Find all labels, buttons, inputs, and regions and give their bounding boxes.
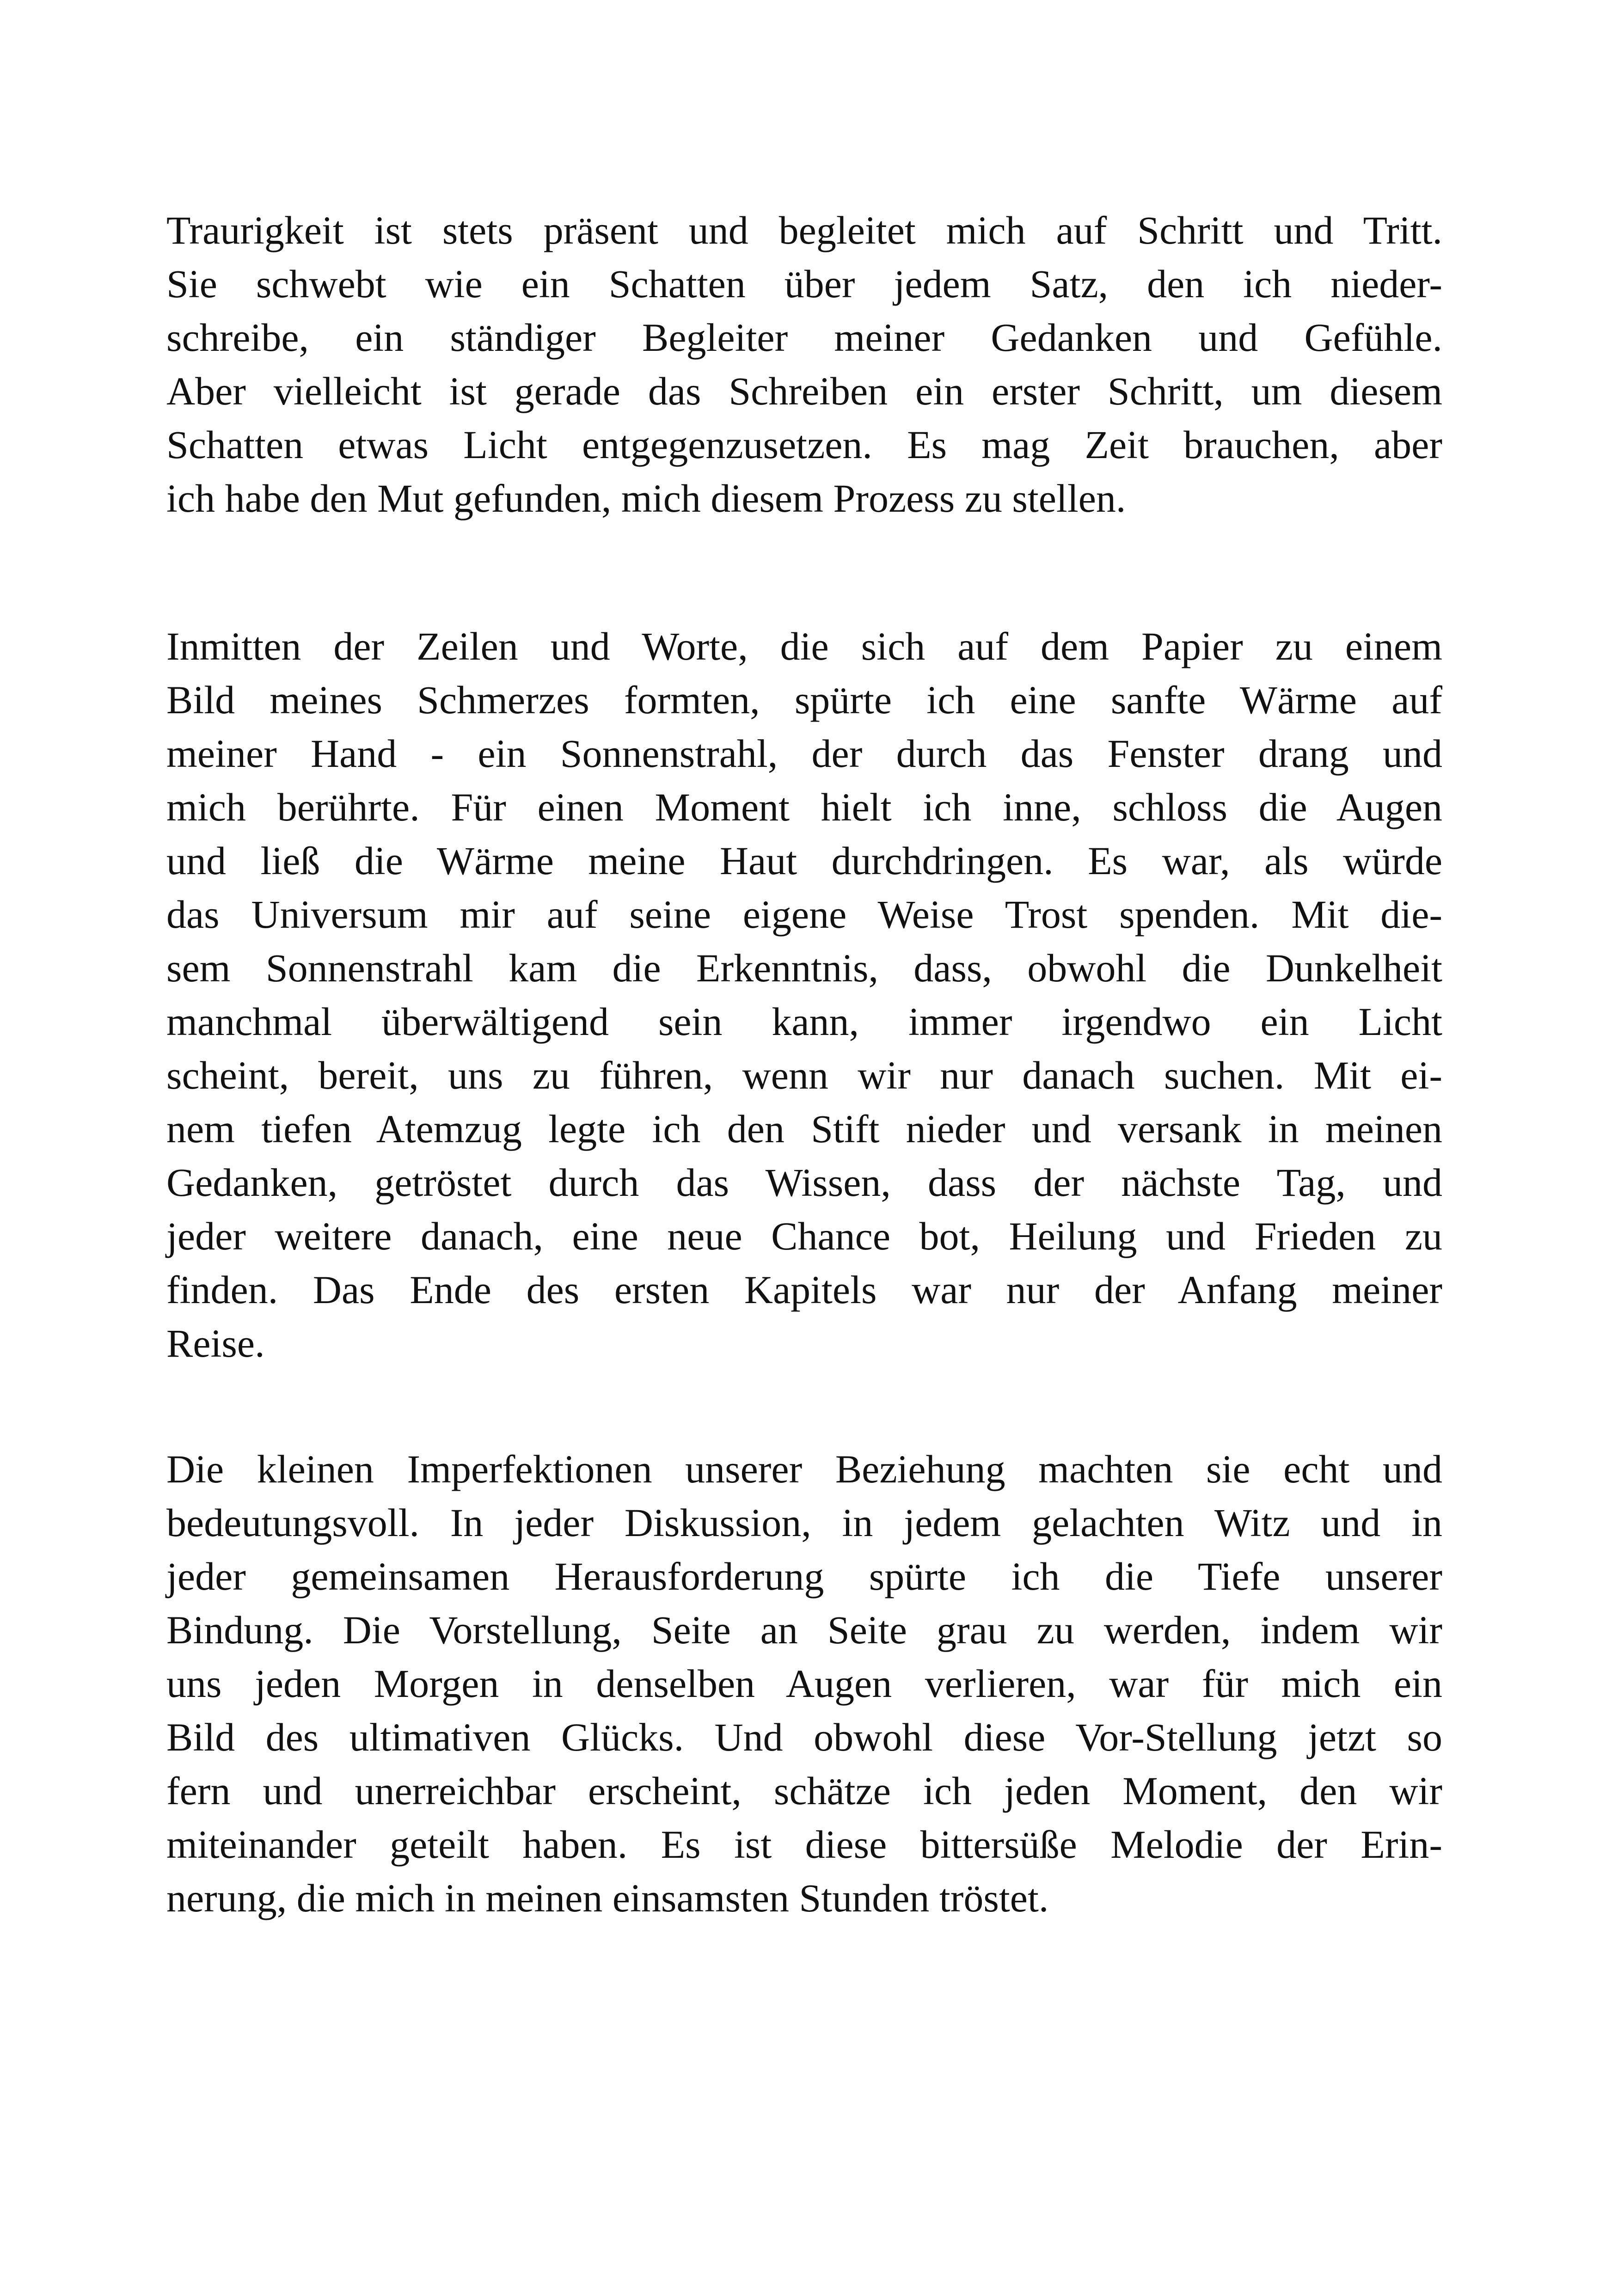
paragraph (166, 1442, 1442, 1925)
text-line: Sie schwebt wie ein Schatten über jedem Satz, den ich nieder- (166, 262, 1442, 306)
text-line: sem Sonnenstrahl kam die Erkenntnis, dass, obwohl die Dunkelheit (166, 946, 1442, 990)
text-line: Bild des ultimativen Glücks. Und obwohl diese Vor-Stellung jetzt so (166, 1715, 1442, 1759)
text-line: Reise. (166, 1321, 265, 1365)
text-line: bedeutungsvoll. In jeder Diskussion, in jedem gelachten Witz und in (166, 1500, 1442, 1545)
text-line: Schatten etwas Licht entgegenzusetzen. Es mag Zeit brauchen, aber (166, 422, 1442, 467)
text-line: Bild meines Schmerzes formten, spürte ich eine sanfte Wärme auf (166, 678, 1442, 722)
paragraph (166, 203, 1442, 525)
text-line: Bindung. Die Vorstellung, Seite an Seite grau zu werden, indem wir (166, 1608, 1442, 1652)
text-line: scheint, bereit, uns zu führen, wenn wir nur danach suchen. Mit ei- (166, 1053, 1442, 1097)
text-line: nem tiefen Atemzug legte ich den Stift nieder und versank in meinen (166, 1107, 1442, 1151)
text-line: jeder gemeinsamen Herausforderung spürte ich die Tiefe unserer (166, 1554, 1442, 1598)
text-line: Die kleinen Imperfektionen unserer Beziehung machten sie echt und (166, 1447, 1442, 1491)
text-line: nerung, die mich in meinen einsamsten Stunden tröstet. (166, 1876, 1049, 1920)
text-line: schreibe, ein ständiger Begleiter meiner Gedanken und Gefühle. (166, 315, 1442, 360)
text-line: jeder weitere danach, eine neue Chance bot, Heilung und Frieden zu (166, 1214, 1442, 1258)
text-line: Aber vielleicht ist gerade das Schreiben ein erster Schritt, um diesem (166, 369, 1442, 413)
text-line: und ließ die Wärme meine Haut durchdringen. Es war, als würde (166, 839, 1442, 883)
text-line: Gedanken, getröstet durch das Wissen, dass der nächste Tag, und (166, 1160, 1442, 1205)
text-line: uns jeden Morgen in denselben Augen verlieren, war für mich ein (166, 1661, 1442, 1706)
text-line: Inmitten der Zeilen und Worte, die sich auf dem Papier zu einem (166, 624, 1442, 668)
text-line: finden. Das Ende des ersten Kapitels war nur der Anfang meiner (166, 1267, 1442, 1312)
text-line: das Universum mir auf seine eigene Weise Trost spenden. Mit die- (166, 892, 1442, 937)
text-line: ich habe den Mut gefunden, mich diesem Prozess zu stellen. (166, 476, 1126, 520)
text-line: manchmal überwältigend sein kann, immer irgendwo ein Licht (166, 999, 1442, 1044)
text-line: meiner Hand - ein Sonnenstrahl, der durch das Fenster drang und (166, 731, 1442, 776)
text-line: Traurigkeit ist stets präsent und begleitet mich auf Schritt und Tritt. (166, 208, 1442, 252)
text-line: fern und unerreichbar erscheint, schätze ich jeden Moment, den wir (166, 1769, 1442, 1813)
paragraph (166, 619, 1442, 1370)
text-line: miteinander geteilt haben. Es ist diese bittersüße Melodie der Erin- (166, 1822, 1442, 1867)
text-line: mich berührte. Für einen Moment hielt ich inne, schloss die Augen (166, 785, 1442, 829)
